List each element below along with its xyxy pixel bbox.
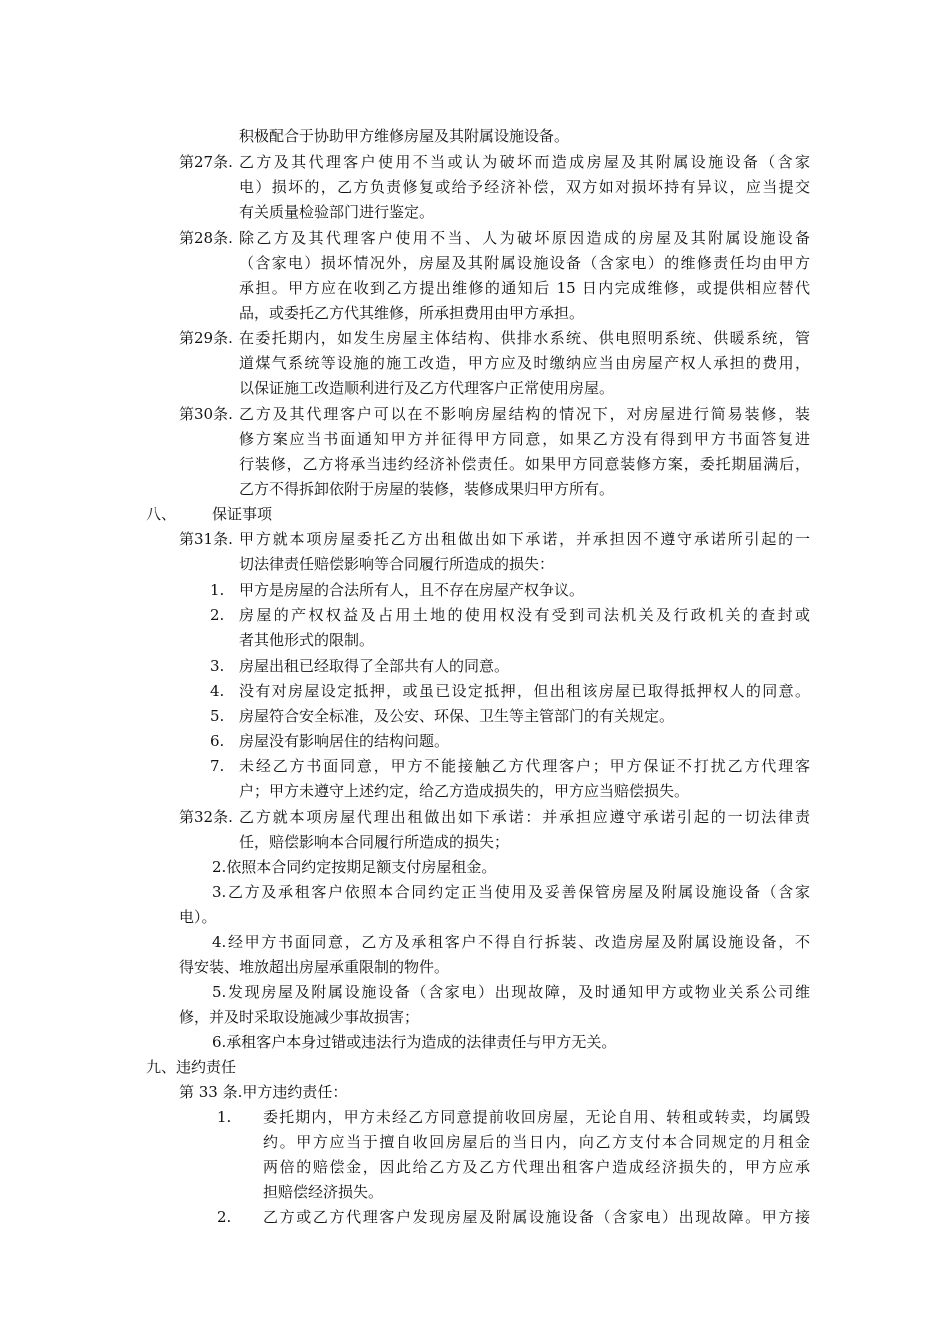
article-29-line: 以保证施工改造顺利进行及乙方代理客户正常使用房屋。 (239, 379, 615, 397)
article-28-line: 品，或委托乙方代其维修，所承担费用由甲方承担。 (239, 304, 585, 322)
list-item: 房屋符合安全标准，及公安、环保、卫生等主管部门的有关规定。 (239, 707, 675, 725)
list-item: 户；甲方未遵守上述约定，给乙方造成损失的，甲方应当赔偿损失。 (239, 782, 690, 800)
article-28-line: （含家电）损坏情况外，房屋及其附属设施设备（含家电）的维修责任均由甲方 (239, 254, 810, 272)
list-number: 2. (217, 1208, 232, 1226)
article-32-point: 6.承租客户本身过错或违法行为造成的法律责任与甲方无关。 (212, 1033, 617, 1051)
article-32-point: 2.依照本合同约定按期足额支付房屋租金。 (212, 858, 497, 876)
list-number: 5. (210, 707, 225, 725)
article-29-number: 第29条. (179, 329, 233, 347)
article-28-number: 第28条. (179, 229, 233, 247)
list-number: 3. (210, 657, 225, 675)
article-31-number: 第31条. (179, 530, 233, 548)
section-9-title: 九、违约责任 (146, 1058, 237, 1076)
article-26-continuation: 积极配合于协助甲方维修房屋及其附属设施设备。 (239, 127, 570, 145)
article-31-line: 切法律责任赔偿影响等合同履行所造成的损失： (239, 555, 555, 573)
article-32-point: 电）。 (179, 908, 217, 926)
article-28-line: 除乙方及其代理客户使用不当、人为破坏原因造成的房屋及其附属设施设备 (239, 229, 810, 247)
list-item: 两倍的赔偿金，因此给乙方及乙方代理出租客户造成经济损失的，甲方应承 (263, 1158, 810, 1176)
list-item: 约。甲方应当于擅自收回房屋后的当日内，向乙方支付本合同规定的月租金 (263, 1133, 810, 1151)
article-32-line: 任，赔偿影响本合同履行所造成的损失； (239, 833, 510, 851)
list-item: 担赔偿经济损失。 (263, 1183, 384, 1201)
list-number: 4. (210, 682, 225, 700)
article-30-line: 乙方及其代理客户可以在不影响房屋结构的情况下，对房屋进行简易装修，装 (239, 405, 810, 423)
list-item: 委托期内，甲方未经乙方同意提前收回房屋，无论自用、转租或转卖，均属毁 (263, 1108, 810, 1126)
article-33-heading: 第 33 条.甲方违约责任： (179, 1083, 348, 1101)
article-28-line: 承担。甲方应在收到乙方提出维修的通知后 15 日内完成维修，或提供相应替代 (239, 279, 810, 297)
section-8-title: 保证事项 (212, 505, 273, 523)
article-32-point: 3.乙方及承租客户依照本合同约定正当使用及妥善保管房屋及附属设施设备（含家 (212, 883, 810, 901)
list-item: 未经乙方书面同意，甲方不能接触乙方代理客户；甲方保证不打扰乙方代理客 (239, 757, 810, 775)
section-8-number: 八、 (146, 505, 177, 523)
list-item: 者其他形式的限制。 (239, 631, 375, 649)
list-number: 1. (217, 1108, 232, 1126)
list-item: 乙方或乙方代理客户发现房屋及附属设施设备（含家电）出现故障。甲方接 (263, 1208, 810, 1226)
list-number: 6. (210, 732, 225, 750)
article-32-point: 5.发现房屋及附属设施设备（含家电）出现故障，及时通知甲方或物业关系公司维 (212, 983, 810, 1001)
article-29-line: 在委托期内，如发生房屋主体结构、供排水系统、供电照明系统、供暖系统，管 (239, 329, 810, 347)
article-30-line: 修方案应当书面通知甲方并征得甲方同意，如果乙方没有得到甲方书面答复进 (239, 430, 810, 448)
list-item: 甲方是房屋的合法所有人，且不存在房屋产权争议。 (239, 581, 585, 599)
list-item: 房屋没有影响居住的结构问题。 (239, 732, 450, 750)
article-30-line: 乙方不得拆卸依附于房屋的装修，装修成果归甲方所有。 (239, 480, 615, 498)
article-30-line: 行装修，乙方将承当违约经济补偿责任。如果甲方同意装修方案，委托期届满后， (239, 455, 810, 473)
article-32-number: 第32条. (179, 808, 233, 826)
article-27-line: 电）损坏的，乙方负责修复或给予经济补偿，双方如对损坏持有异议，应当提交 (239, 178, 810, 196)
article-29-line: 道煤气系统等设施的施工改造，甲方应及时缴纳应当由房屋产权人承担的费用， (239, 354, 810, 372)
article-30-number: 第30条. (179, 405, 233, 423)
list-number: 1. (210, 581, 225, 599)
article-31-line: 甲方就本项房屋委托乙方出租做出如下承诺，并承担因不遵守承诺所引起的一 (239, 530, 810, 548)
article-27-line: 有关质量检验部门进行鉴定。 (239, 203, 435, 221)
list-item: 没有对房屋设定抵押，或虽已设定抵押，但出租该房屋已取得抵押权人的同意。 (239, 682, 810, 700)
article-32-point: 修，并及时采取设施减少事故损害； (179, 1008, 420, 1026)
article-32-point: 得安装、堆放超出房屋承重限制的物件。 (179, 958, 450, 976)
list-item: 房屋出租已经取得了全部共有人的同意。 (239, 657, 510, 675)
article-27-number: 第27条. (179, 153, 233, 171)
list-number: 7. (210, 757, 225, 775)
article-27-line: 乙方及其代理客户使用不当或认为破坏而造成房屋及其附属设施设备（含家 (239, 153, 810, 171)
article-32-point: 4.经甲方书面同意，乙方及承租客户不得自行拆装、改造房屋及附属设施设备，不 (212, 933, 810, 951)
article-32-line: 乙方就本项房屋代理出租做出如下承诺：并承担应遵守承诺引起的一切法律责 (239, 808, 810, 826)
list-item: 房屋的产权权益及占用土地的使用权没有受到司法机关及行政机关的查封或 (239, 606, 810, 624)
list-number: 2. (210, 606, 225, 624)
